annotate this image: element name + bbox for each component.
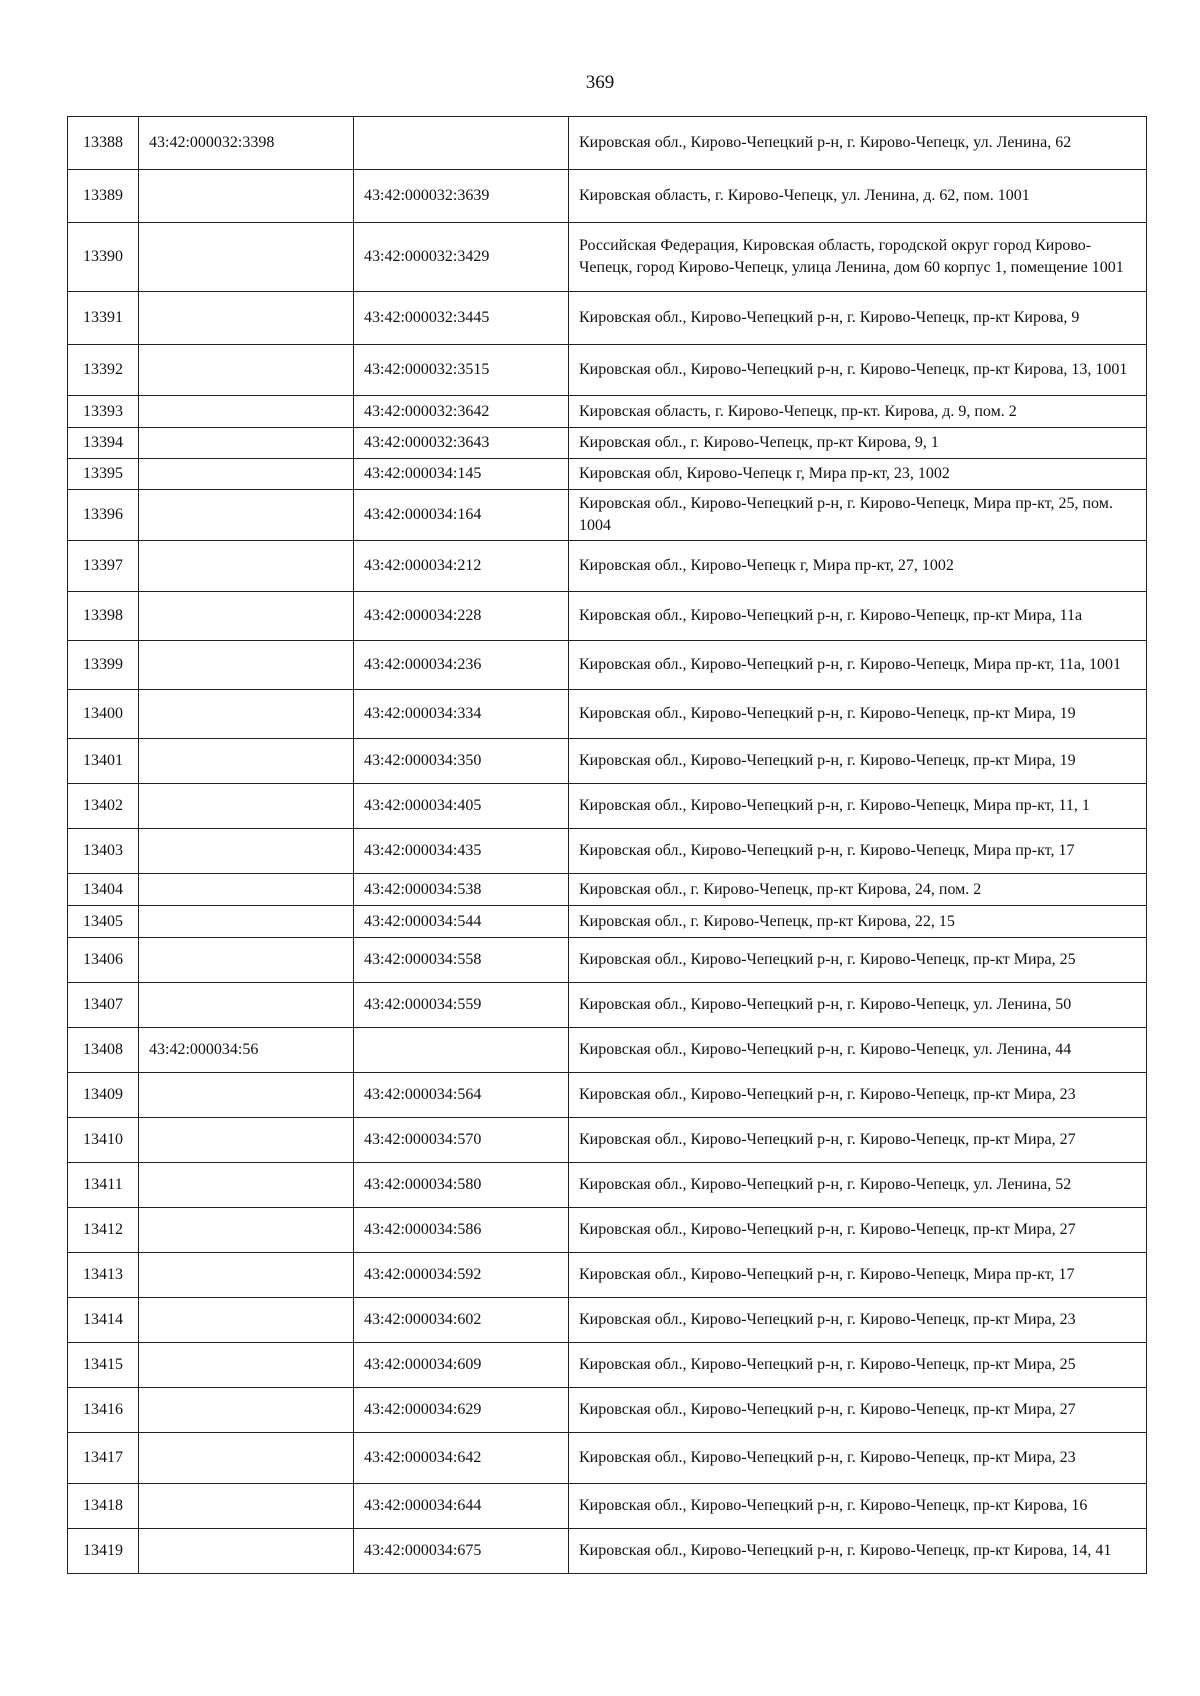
cadastral-number-cell: 43:42:000032:3398 [139, 117, 354, 170]
cadastral-number-cell: 43:42:000034:609 [354, 1343, 569, 1388]
table-row [68, 1343, 1147, 1388]
address-cell: Кировская обл., Кирово-Чепецкий р-н, г. Кирово-Чепецк, Мира пр-кт, 25, пом. 1004 [569, 490, 1147, 541]
address-cell: Кировская обл., Кирово-Чепецкий р-н, г. Кирово-Чепецк, ул. Ленина, 62 [569, 117, 1147, 170]
row-number-cell: 13393 [68, 396, 139, 428]
row-number-cell: 13390 [68, 223, 139, 292]
cadastral-number-cell: 43:42:000034:642 [354, 1433, 569, 1484]
cadastral-number-cell [139, 983, 354, 1028]
cadastral-number-cell [139, 292, 354, 345]
address-cell: Кировская область, г. Кирово-Чепецк, ул. Ленина, д. 62, пом. 1001 [569, 170, 1147, 223]
table-row [68, 1529, 1147, 1574]
row-number-cell: 13392 [68, 345, 139, 396]
row-number-cell: 13412 [68, 1208, 139, 1253]
cadastral-number-cell [139, 906, 354, 938]
row-number-cell: 13413 [68, 1253, 139, 1298]
row-number-cell: 13416 [68, 1388, 139, 1433]
row-number-cell: 13409 [68, 1073, 139, 1118]
cadastral-number-cell [139, 1343, 354, 1388]
row-number-cell: 13410 [68, 1118, 139, 1163]
address-cell: Кировская обл., Кирово-Чепецкий р-н, г. Кирово-Чепецк, Мира пр-кт, 17 [569, 829, 1147, 874]
row-number-cell: 13400 [68, 690, 139, 739]
cadastral-number-cell: 43:42:000034:580 [354, 1163, 569, 1208]
address-cell: Кировская обл., Кирово-Чепецкий р-н, г. Кирово-Чепецк, пр-кт Мира, 27 [569, 1208, 1147, 1253]
cadastral-number-cell [139, 459, 354, 490]
cadastral-number-cell [139, 428, 354, 459]
address-cell: Кировская обл., Кирово-Чепецкий р-н, г. Кирово-Чепецк, пр-кт Мира, 23 [569, 1433, 1147, 1484]
cadastral-number-cell [139, 1298, 354, 1343]
table-row [68, 1118, 1147, 1163]
table-row [68, 1073, 1147, 1118]
cadastral-number-cell: 43:42:000034:350 [354, 739, 569, 784]
cadastral-number-cell: 43:42:000034:592 [354, 1253, 569, 1298]
address-cell: Кировская обл., Кирово-Чепецкий р-н, г. Кирово-Чепецк, ул. Ленина, 44 [569, 1028, 1147, 1073]
cadastral-number-cell: 43:42:000032:3639 [354, 170, 569, 223]
cadastral-number-cell [139, 1208, 354, 1253]
address-cell: Кировская обл., Кирово-Чепецкий р-н, г. Кирово-Чепецк, пр-кт Кирова, 13, 1001 [569, 345, 1147, 396]
table-row [68, 345, 1147, 396]
row-number-cell: 13397 [68, 541, 139, 592]
address-cell: Кировская обл., г. Кирово-Чепецк, пр-кт Кирова, 22, 15 [569, 906, 1147, 938]
table-row [68, 983, 1147, 1028]
address-cell: Кировская обл., Кирово-Чепецкий р-н, г. Кирово-Чепецк, пр-кт Мира, 11а [569, 592, 1147, 641]
cadastral-number-cell [139, 541, 354, 592]
address-cell: Кировская обл., Кирово-Чепецкий р-н, г. Кирово-Чепецк, пр-кт Кирова, 9 [569, 292, 1147, 345]
table-row [68, 223, 1147, 292]
cadastral-number-cell: 43:42:000034:435 [354, 829, 569, 874]
table-row [68, 1388, 1147, 1433]
cadastral-number-cell: 43:42:000034:164 [354, 490, 569, 541]
row-number-cell: 13401 [68, 739, 139, 784]
table-row [68, 1433, 1147, 1484]
table-row [68, 541, 1147, 592]
row-number-cell: 13414 [68, 1298, 139, 1343]
table-row [68, 428, 1147, 459]
table-row [68, 641, 1147, 690]
table-row [68, 1163, 1147, 1208]
table-row [68, 1298, 1147, 1343]
row-number-cell: 13418 [68, 1484, 139, 1529]
cadastral-number-cell [139, 1529, 354, 1574]
cadastral-number-cell: 43:42:000034:228 [354, 592, 569, 641]
cadastral-number-cell [139, 592, 354, 641]
row-number-cell: 13404 [68, 874, 139, 906]
table-row [68, 938, 1147, 983]
address-cell: Кировская обл., Кирово-Чепецкий р-н, г. Кирово-Чепецк, пр-кт Мира, 27 [569, 1388, 1147, 1433]
cadastral-number-cell: 43:42:000032:3429 [354, 223, 569, 292]
table-row [68, 117, 1147, 170]
cadastral-number-cell: 43:42:000034:644 [354, 1484, 569, 1529]
cadastral-number-cell: 43:42:000034:544 [354, 906, 569, 938]
table-row [68, 459, 1147, 490]
address-cell: Кировская обл., Кирово-Чепецкий р-н, г. Кирово-Чепецк, пр-кт Кирова, 14, 41 [569, 1529, 1147, 1574]
address-cell: Кировская обл., Кирово-Чепецкий р-н, г. Кирово-Чепецк, Мира пр-кт, 17 [569, 1253, 1147, 1298]
cadastral-number-cell [139, 1118, 354, 1163]
table-row [68, 874, 1147, 906]
table-row [68, 690, 1147, 739]
address-cell: Кировская обл., Кирово-Чепецк г, Мира пр-кт, 27, 1002 [569, 541, 1147, 592]
table-row [68, 829, 1147, 874]
address-cell: Кировская обл., Кирово-Чепецкий р-н, г. Кирово-Чепецк, Мира пр-кт, 11а, 1001 [569, 641, 1147, 690]
table-row [68, 170, 1147, 223]
row-number-cell: 13415 [68, 1343, 139, 1388]
address-cell: Кировская обл., Кирово-Чепецкий р-н, г. Кирово-Чепецк, пр-кт Мира, 23 [569, 1298, 1147, 1343]
registry-table-body [68, 117, 1147, 1574]
cadastral-number-cell: 43:42:000032:3643 [354, 428, 569, 459]
cadastral-number-cell: 43:42:000034:334 [354, 690, 569, 739]
cadastral-number-cell: 43:42:000034:586 [354, 1208, 569, 1253]
cadastral-number-cell: 43:42:000034:602 [354, 1298, 569, 1343]
cadastral-number-cell [354, 1028, 569, 1073]
cadastral-number-cell: 43:42:000032:3515 [354, 345, 569, 396]
cadastral-number-cell [139, 1484, 354, 1529]
cadastral-number-cell: 43:42:000034:559 [354, 983, 569, 1028]
cadastral-number-cell: 43:42:000034:538 [354, 874, 569, 906]
row-number-cell: 13389 [68, 170, 139, 223]
cadastral-number-cell [139, 170, 354, 223]
table-row [68, 592, 1147, 641]
page-number: 369 [585, 72, 615, 93]
table-row [68, 1484, 1147, 1529]
table-row [68, 1253, 1147, 1298]
cadastral-number-cell [139, 1163, 354, 1208]
cadastral-number-cell [139, 739, 354, 784]
row-number-cell: 13395 [68, 459, 139, 490]
cadastral-number-cell [139, 1073, 354, 1118]
address-cell: Российская Федерация, Кировская область, городской округ город Кирово-Чепецк, город Кирово-Чепецк, улица Ленина, дом 60 корпус 1, помещение 1001 [569, 223, 1147, 292]
cadastral-number-cell [139, 490, 354, 541]
row-number-cell: 13402 [68, 784, 139, 829]
address-cell: Кировская обл., Кирово-Чепецкий р-н, г. Кирово-Чепецк, Мира пр-кт, 11, 1 [569, 784, 1147, 829]
table-row [68, 292, 1147, 345]
cadastral-number-cell [139, 345, 354, 396]
cadastral-number-cell [354, 117, 569, 170]
row-number-cell: 13411 [68, 1163, 139, 1208]
cadastral-number-cell: 43:42:000034:56 [139, 1028, 354, 1073]
table-row [68, 739, 1147, 784]
address-cell: Кировская обл., Кирово-Чепецкий р-н, г. Кирово-Чепецк, пр-кт Кирова, 16 [569, 1484, 1147, 1529]
cadastral-number-cell: 43:42:000034:675 [354, 1529, 569, 1574]
address-cell: Кировская обл., Кирово-Чепецкий р-н, г. Кирово-Чепецк, пр-кт Мира, 27 [569, 1118, 1147, 1163]
cadastral-number-cell [139, 1433, 354, 1484]
address-cell: Кировская обл., Кирово-Чепецкий р-н, г. Кирово-Чепецк, ул. Ленина, 52 [569, 1163, 1147, 1208]
address-cell: Кировская обл., Кирово-Чепецкий р-н, г. Кирово-Чепецк, ул. Ленина, 50 [569, 983, 1147, 1028]
cadastral-number-cell [139, 396, 354, 428]
cadastral-number-cell [139, 874, 354, 906]
cadastral-number-cell: 43:42:000034:145 [354, 459, 569, 490]
row-number-cell: 13399 [68, 641, 139, 690]
cadastral-number-cell [139, 223, 354, 292]
address-cell: Кировская обл., г. Кирово-Чепецк, пр-кт Кирова, 9, 1 [569, 428, 1147, 459]
cadastral-number-cell [139, 829, 354, 874]
cadastral-number-cell [139, 1388, 354, 1433]
cadastral-number-cell: 43:42:000032:3445 [354, 292, 569, 345]
row-number-cell: 13394 [68, 428, 139, 459]
table-row [68, 784, 1147, 829]
table-row [68, 490, 1147, 541]
cadastral-number-cell [139, 784, 354, 829]
row-number-cell: 13408 [68, 1028, 139, 1073]
table-row [68, 396, 1147, 428]
table-row [68, 1208, 1147, 1253]
row-number-cell: 13398 [68, 592, 139, 641]
cadastral-number-cell [139, 690, 354, 739]
address-cell: Кировская обл., г. Кирово-Чепецк, пр-кт Кирова, 24, пом. 2 [569, 874, 1147, 906]
cadastral-number-cell: 43:42:000034:564 [354, 1073, 569, 1118]
cadastral-number-cell [139, 641, 354, 690]
table-row [68, 906, 1147, 938]
address-cell: Кировская обл., Кирово-Чепецкий р-н, г. Кирово-Чепецк, пр-кт Мира, 23 [569, 1073, 1147, 1118]
row-number-cell: 13407 [68, 983, 139, 1028]
row-number-cell: 13396 [68, 490, 139, 541]
cadastral-number-cell [139, 938, 354, 983]
cadastral-number-cell: 43:42:000034:558 [354, 938, 569, 983]
row-number-cell: 13417 [68, 1433, 139, 1484]
cadastral-number-cell: 43:42:000034:236 [354, 641, 569, 690]
cadastral-number-cell: 43:42:000034:405 [354, 784, 569, 829]
registry-table [67, 116, 1147, 1574]
cadastral-number-cell: 43:42:000034:570 [354, 1118, 569, 1163]
cadastral-number-cell: 43:42:000034:212 [354, 541, 569, 592]
row-number-cell: 13419 [68, 1529, 139, 1574]
address-cell: Кировская обл., Кирово-Чепецкий р-н, г. Кирово-Чепецк, пр-кт Мира, 25 [569, 938, 1147, 983]
address-cell: Кировская обл., Кирово-Чепецкий р-н, г. Кирово-Чепецк, пр-кт Мира, 25 [569, 1343, 1147, 1388]
row-number-cell: 13403 [68, 829, 139, 874]
cadastral-number-cell [139, 1253, 354, 1298]
cadastral-number-cell: 43:42:000032:3642 [354, 396, 569, 428]
row-number-cell: 13406 [68, 938, 139, 983]
address-cell: Кировская обл., Кирово-Чепецкий р-н, г. Кирово-Чепецк, пр-кт Мира, 19 [569, 739, 1147, 784]
address-cell: Кировская обл., Кирово-Чепецкий р-н, г. Кирово-Чепецк, пр-кт Мира, 19 [569, 690, 1147, 739]
row-number-cell: 13391 [68, 292, 139, 345]
row-number-cell: 13405 [68, 906, 139, 938]
address-cell: Кировская обл, Кирово-Чепецк г, Мира пр-кт, 23, 1002 [569, 459, 1147, 490]
cadastral-number-cell: 43:42:000034:629 [354, 1388, 569, 1433]
row-number-cell: 13388 [68, 117, 139, 170]
table-row [68, 1028, 1147, 1073]
address-cell: Кировская область, г. Кирово-Чепецк, пр-кт. Кирова, д. 9, пом. 2 [569, 396, 1147, 428]
